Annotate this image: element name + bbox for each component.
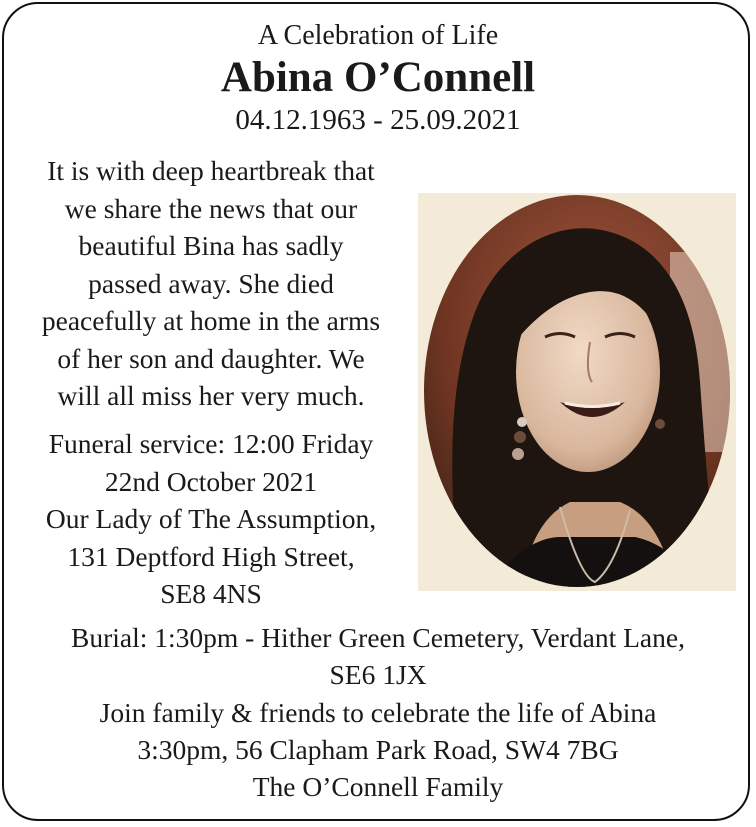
family-signature: The O’Connell Family [252, 771, 504, 803]
announcement-line: passed away. She died [88, 267, 334, 299]
deceased-name: Abina O’Connell [220, 54, 536, 101]
funeral-details [16, 425, 406, 613]
funeral-line: SE8 4NS [160, 578, 262, 609]
announcement-line: peacefully at home in the arms [41, 305, 381, 336]
burial-postcode-line: SE6 1JX [329, 659, 427, 691]
announcement-text [16, 152, 406, 415]
celebration-address-line: 3:30pm, 56 Clapham Park Road, SW4 7BG [137, 733, 619, 765]
announcement-line: of her son and daughter. We [57, 342, 365, 374]
funeral-line: 131 Deptford High Street, [67, 540, 355, 572]
announcement-line: we share the news that our [64, 192, 358, 224]
announcement-line: will all miss her very much. [57, 380, 365, 411]
funeral-line: 22nd October 2021 [104, 465, 318, 497]
funeral-line: Funeral service: 12:00 Friday [48, 428, 374, 459]
notice-heading: A Celebration of Life [257, 20, 499, 51]
portrait-photo [420, 192, 734, 590]
service-details [0, 619, 756, 805]
life-dates: 04.12.1963 - 25.09.2021 [235, 104, 521, 136]
burial-line: Burial: 1:30pm - Hither Green Cemetery, Verdant Lane, [71, 622, 685, 653]
celebration-line: Join family & friends to celebrate the life of Abina [99, 696, 657, 728]
announcement-line: It is with deep heartbreak that [47, 155, 375, 186]
funeral-line: Our Lady of The Assumption, [45, 503, 377, 534]
announcement-line: beautiful Bina has sadly [78, 230, 344, 261]
